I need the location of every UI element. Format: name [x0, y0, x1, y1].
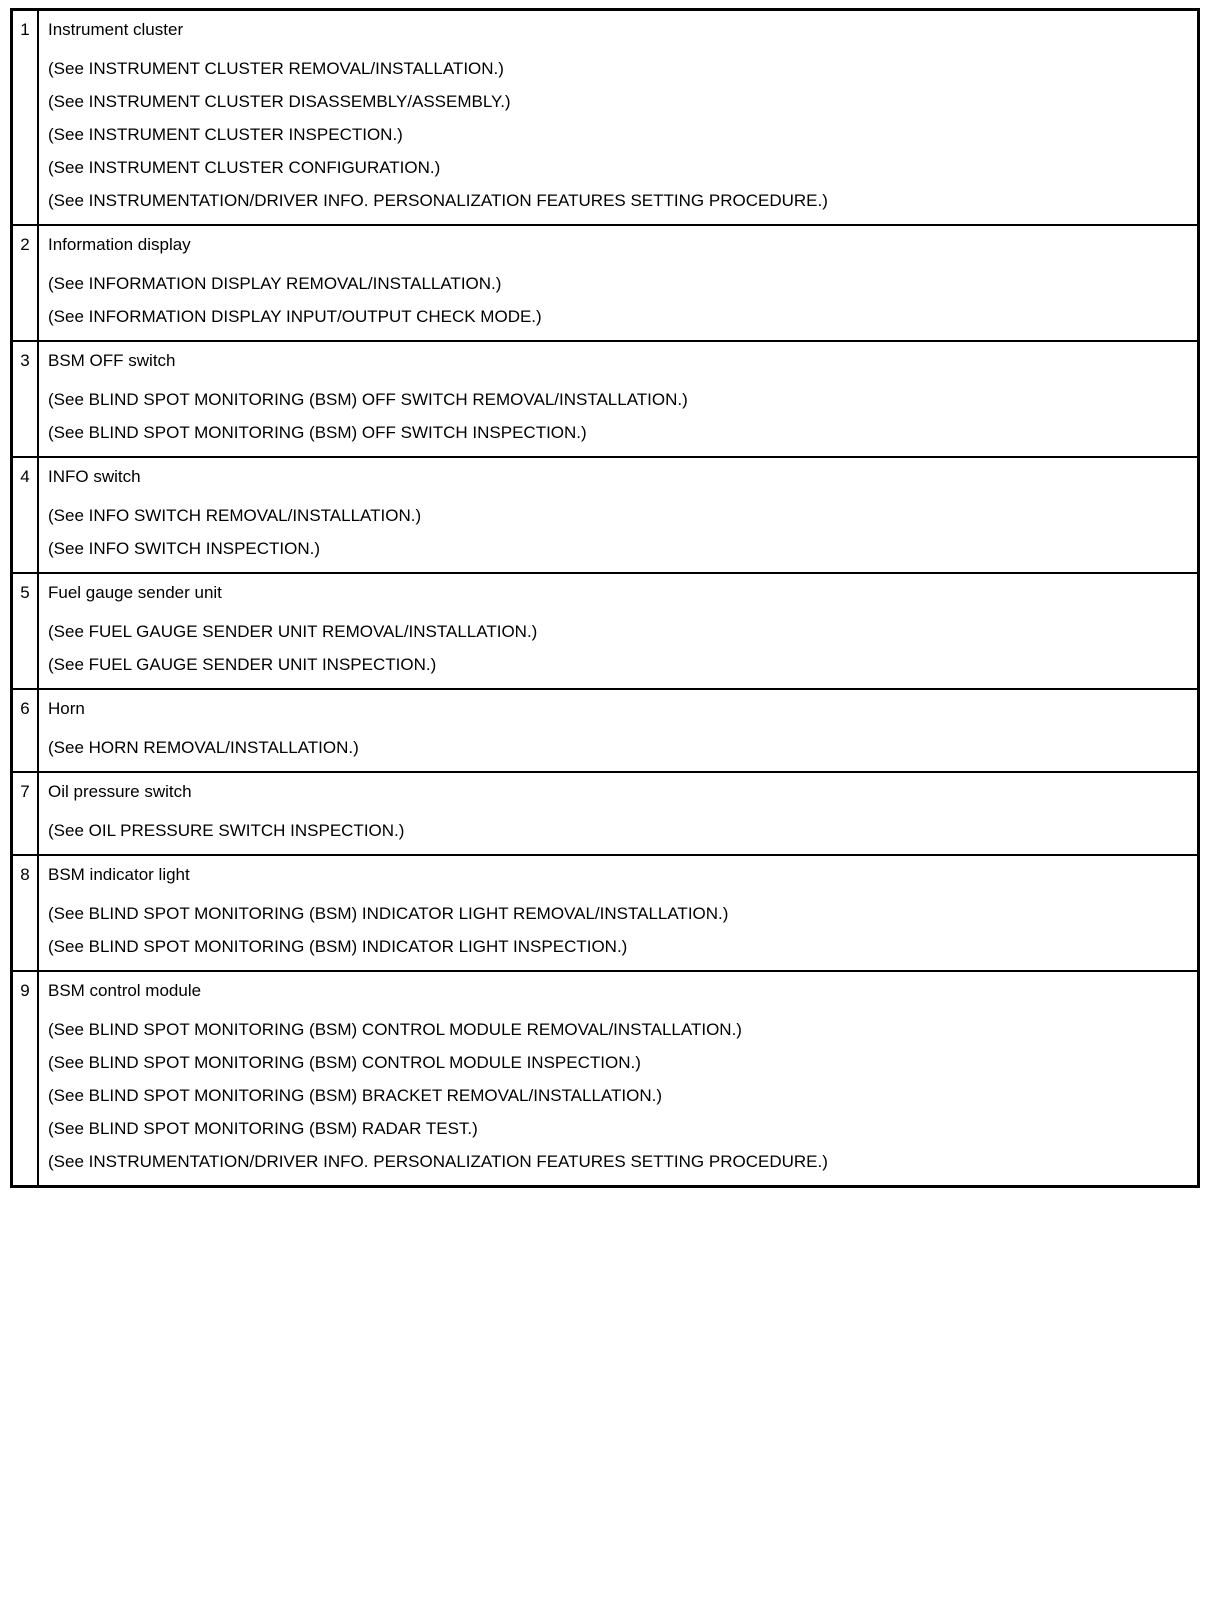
- row-content: [39, 574, 1197, 688]
- procedure-reference[interactable]: (See BLIND SPOT MONITORING (BSM) CONTROL MODULE INSPECTION.): [48, 1053, 641, 1072]
- procedure-reference[interactable]: (See INSTRUMENTATION/DRIVER INFO. PERSONALIZATION FEATURES SETTING PROCEDURE.): [48, 1152, 828, 1171]
- row-content: [39, 856, 1197, 970]
- table-row: [13, 226, 1197, 342]
- table-row: [13, 458, 1197, 574]
- procedure-reference[interactable]: (See FUEL GAUGE SENDER UNIT REMOVAL/INSTALLATION.): [48, 622, 538, 641]
- component-name: Oil pressure switch: [48, 782, 192, 801]
- procedure-reference[interactable]: (See INSTRUMENT CLUSTER REMOVAL/INSTALLATION.): [48, 59, 504, 78]
- row-number: 4: [13, 458, 39, 572]
- procedure-reference[interactable]: (See BLIND SPOT MONITORING (BSM) RADAR TEST.): [48, 1119, 478, 1138]
- row-number: 3: [13, 342, 39, 456]
- row-content: [39, 690, 1197, 771]
- table-row: [13, 773, 1197, 856]
- procedure-reference[interactable]: (See OIL PRESSURE SWITCH INSPECTION.): [48, 821, 405, 840]
- component-name: BSM indicator light: [48, 865, 190, 884]
- table-row: [13, 856, 1197, 972]
- procedure-reference[interactable]: (See INSTRUMENT CLUSTER DISASSEMBLY/ASSEMBLY.): [48, 92, 511, 111]
- row-number: 5: [13, 574, 39, 688]
- row-number: 6: [13, 690, 39, 771]
- row-content: [39, 458, 1197, 572]
- row-number: 7: [13, 773, 39, 854]
- procedure-reference[interactable]: (See FUEL GAUGE SENDER UNIT INSPECTION.): [48, 655, 437, 674]
- table-row: [13, 972, 1197, 1185]
- procedure-reference[interactable]: (See INFORMATION DISPLAY INPUT/OUTPUT CHECK MODE.): [48, 307, 542, 326]
- procedure-reference[interactable]: (See BLIND SPOT MONITORING (BSM) BRACKET REMOVAL/INSTALLATION.): [48, 1086, 663, 1105]
- procedure-reference[interactable]: (See INSTRUMENT CLUSTER CONFIGURATION.): [48, 158, 441, 177]
- component-name: Information display: [48, 235, 191, 254]
- component-name: Instrument cluster: [48, 20, 184, 39]
- procedure-reference[interactable]: (See HORN REMOVAL/INSTALLATION.): [48, 738, 359, 757]
- row-content: [39, 972, 1197, 1185]
- table-row: [13, 690, 1197, 773]
- procedure-reference[interactable]: (See BLIND SPOT MONITORING (BSM) OFF SWITCH INSPECTION.): [48, 423, 587, 442]
- component-name: INFO switch: [48, 467, 141, 486]
- procedure-reference[interactable]: (See INSTRUMENTATION/DRIVER INFO. PERSONALIZATION FEATURES SETTING PROCEDURE.): [48, 191, 828, 210]
- row-content: [39, 342, 1197, 456]
- table-row: [13, 574, 1197, 690]
- row-content: [39, 773, 1197, 854]
- procedure-reference[interactable]: (See BLIND SPOT MONITORING (BSM) CONTROL MODULE REMOVAL/INSTALLATION.): [48, 1020, 742, 1039]
- component-name: Fuel gauge sender unit: [48, 583, 222, 602]
- row-number: 8: [13, 856, 39, 970]
- procedure-reference[interactable]: (See INFO SWITCH REMOVAL/INSTALLATION.): [48, 506, 422, 525]
- row-number: 9: [13, 972, 39, 1185]
- procedure-reference[interactable]: (See BLIND SPOT MONITORING (BSM) OFF SWITCH REMOVAL/INSTALLATION.): [48, 390, 688, 409]
- row-number: 1: [13, 11, 39, 224]
- procedure-reference[interactable]: (See BLIND SPOT MONITORING (BSM) INDICATOR LIGHT REMOVAL/INSTALLATION.): [48, 904, 729, 923]
- row-content: [39, 11, 1197, 224]
- table-row: [13, 11, 1197, 226]
- component-name: BSM control module: [48, 981, 202, 1000]
- table-row: [13, 342, 1197, 458]
- component-reference-table: [10, 8, 1200, 1188]
- row-number: 2: [13, 226, 39, 340]
- procedure-reference[interactable]: (See INSTRUMENT CLUSTER INSPECTION.): [48, 125, 403, 144]
- procedure-reference[interactable]: (See INFO SWITCH INSPECTION.): [48, 539, 321, 558]
- procedure-reference[interactable]: (See INFORMATION DISPLAY REMOVAL/INSTALLATION.): [48, 274, 502, 293]
- component-name: Horn: [48, 699, 85, 718]
- row-content: [39, 226, 1197, 340]
- component-name: BSM OFF switch: [48, 351, 176, 370]
- procedure-reference[interactable]: (See BLIND SPOT MONITORING (BSM) INDICATOR LIGHT INSPECTION.): [48, 937, 628, 956]
